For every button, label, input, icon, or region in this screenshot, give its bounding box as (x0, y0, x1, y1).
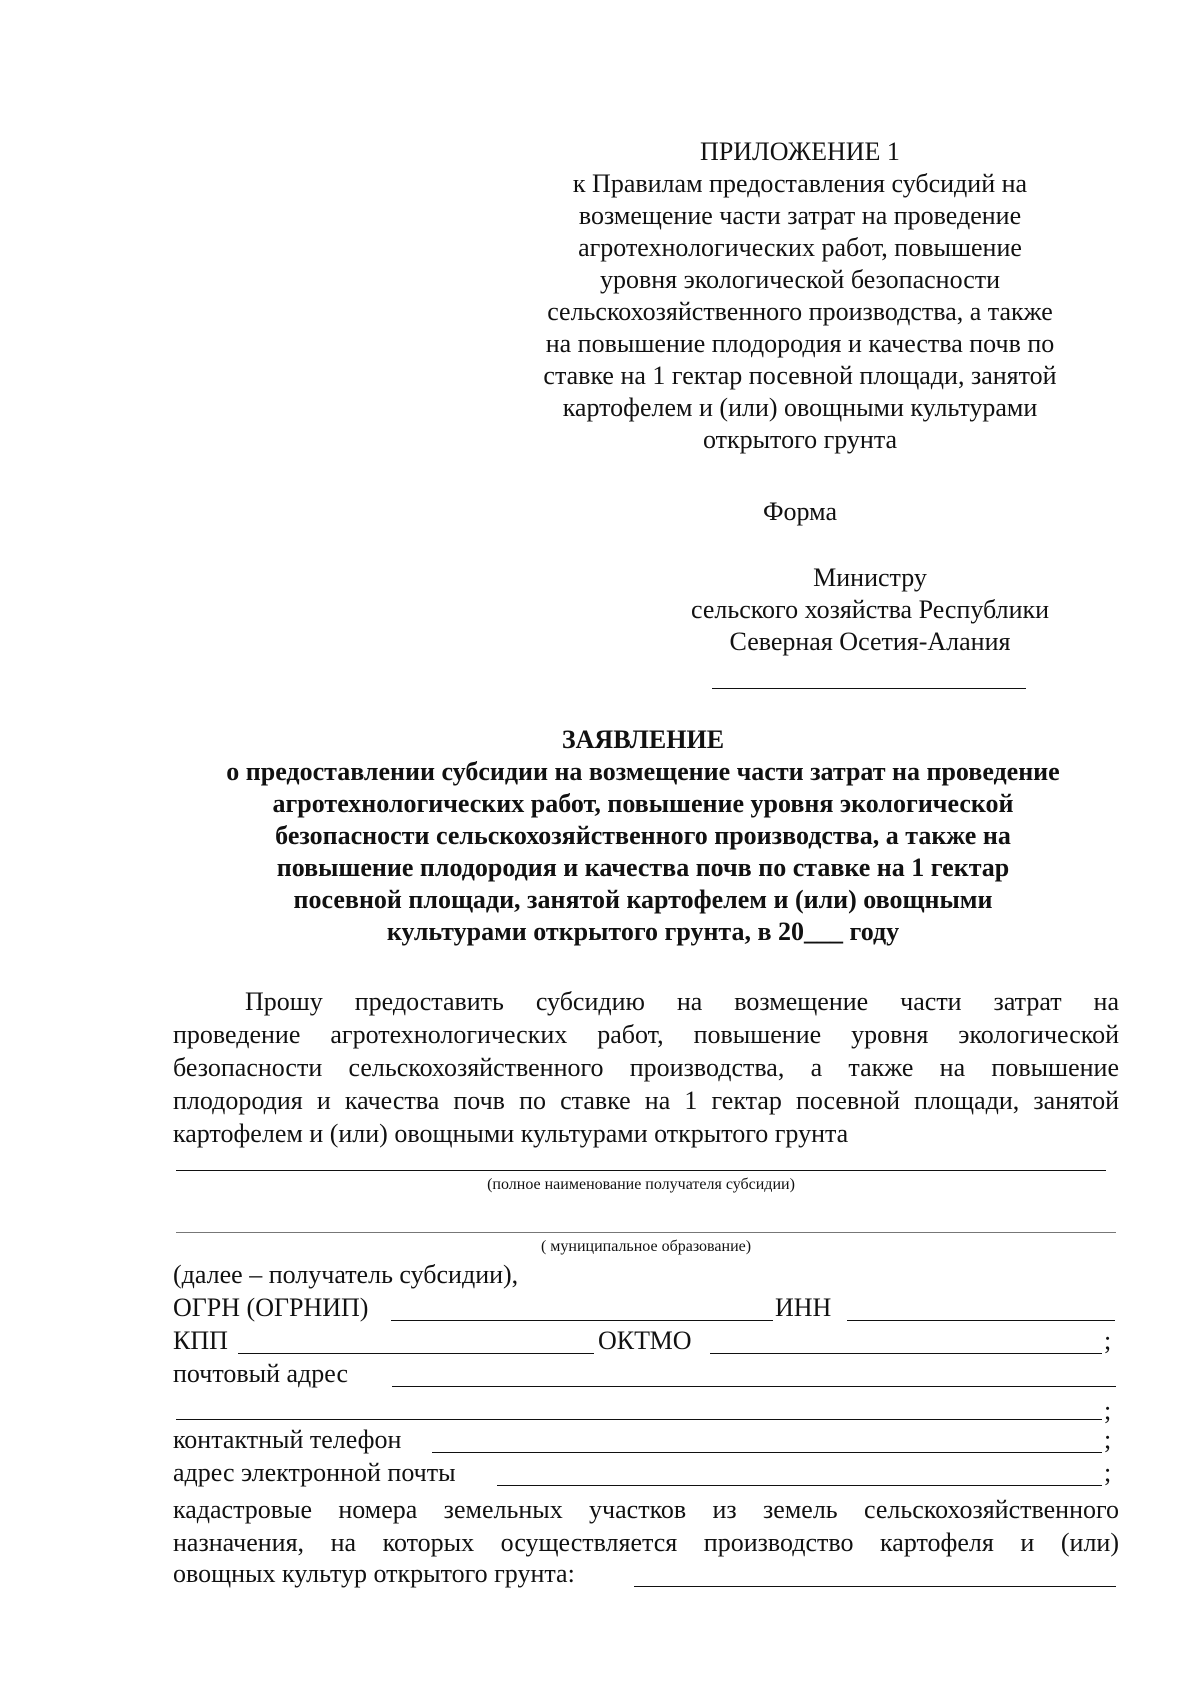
appendix-title: ПРИЛОЖЕНИЕ 1 (700, 137, 900, 166)
appendix-line: ставке на 1 гектар посевной площади, занятой (543, 361, 1057, 390)
semicolon: ; (1104, 1396, 1112, 1425)
hereinafter-text: (далее – получатель субсидии), (173, 1260, 519, 1289)
form-label: Форма (763, 497, 837, 526)
recipient-name-blank[interactable] (176, 1170, 1106, 1171)
semicolon: ; (1104, 1458, 1112, 1487)
cadastral-numbers-field[interactable] (634, 1586, 1116, 1587)
paragraph-line: проведение агротехнологических работ, повышение уровня экологической (173, 1020, 1119, 1049)
statement-line: агротехнологических работ, повышение уровня экологической (272, 789, 1014, 818)
appendix-line: уровня экологической безопасности (599, 265, 1001, 294)
semicolon: ; (1104, 1326, 1112, 1355)
appendix-line: сельскохозяйственного производства, а также (547, 297, 1053, 326)
paragraph-line: картофелем и (или) овощными культурами открытого грунта (173, 1119, 849, 1148)
statement-line: культурами открытого грунта, в 20___ году (386, 917, 900, 946)
cadastral-line: кадастровые номера земельных участков из земель сельскохозяйственного (173, 1495, 1119, 1524)
statement-title (170, 724, 1116, 948)
statement-line: повышение плодородия и качества почв по ставке на 1 гектар (276, 853, 1010, 882)
cadastral-last-label: овощных культур открытого грунта: (173, 1559, 575, 1588)
statement-heading: ЗАЯВЛЕНИЕ (561, 725, 725, 754)
appendix-line: к Правилам предоставления субсидий на (572, 169, 1028, 198)
phone-field[interactable] (432, 1452, 1102, 1453)
recipient-caption: (полное наименование получателя субсидии) (487, 1176, 795, 1193)
addressee-line: сельского хозяйства Республики (690, 595, 1050, 624)
kpp-field[interactable] (238, 1353, 594, 1354)
request-paragraph (173, 985, 1119, 1150)
cadastral-line: назначения, на которых осуществляется производство картофеля и (или) (173, 1528, 1119, 1557)
oktmo-field[interactable] (710, 1353, 1102, 1354)
appendix-line: открытого грунта (702, 425, 898, 454)
appendix-line: картофелем и (или) овощными культурами (562, 393, 1038, 422)
appendix-line: возмещение части затрат на проведение (578, 201, 1022, 230)
inn-label: ИНН (775, 1293, 832, 1322)
oktmo-label: ОКТМО (598, 1326, 692, 1355)
appendix-line: агротехнологических работ, повышение (578, 233, 1022, 262)
postal-address-field-continued[interactable] (176, 1419, 1102, 1420)
addressee-block (640, 562, 1100, 658)
ogrn-field[interactable] (391, 1320, 773, 1321)
addressee-signature-blank[interactable] (712, 688, 1026, 689)
ogrn-label: ОГРН (ОГРНИП) (173, 1293, 369, 1322)
inn-field[interactable] (847, 1320, 1115, 1321)
statement-line: посевной площади, занятой картофелем и (или) овощными (293, 885, 993, 914)
statement-line: безопасности сельскохозяйственного производства, а также на (275, 821, 1011, 850)
paragraph-line: Прошу предоставить субсидию на возмещение части затрат на (245, 987, 1119, 1016)
statement-line: о предоставлении субсидии на возмещение части затрат на проведение (226, 757, 1060, 786)
email-field[interactable] (497, 1485, 1102, 1486)
municipality-blank[interactable] (176, 1232, 1116, 1233)
postal-address-label: почтовый адрес (173, 1359, 348, 1388)
municipality-caption: ( муниципальное образование) (540, 1238, 752, 1255)
appendix-line: на повышение плодородия и качества почв по (545, 329, 1055, 358)
paragraph-line: плодородия и качества почв по ставке на 1 гектар посевной площади, занятой (173, 1086, 1119, 1115)
postal-address-field[interactable] (392, 1386, 1116, 1387)
addressee-line: Северная Осетия-Алания (729, 627, 1011, 656)
cadastral-paragraph (173, 1493, 1119, 1559)
phone-label: контактный телефон (173, 1425, 402, 1454)
appendix-header (520, 136, 1080, 456)
paragraph-line: безопасности сельскохозяйственного производства, а также на повышение (173, 1053, 1119, 1082)
appendix-lines (520, 168, 1080, 456)
addressee-line: Министру (813, 563, 927, 592)
email-label: адрес электронной почты (173, 1458, 456, 1487)
kpp-label: КПП (173, 1326, 228, 1355)
semicolon: ; (1104, 1425, 1112, 1454)
